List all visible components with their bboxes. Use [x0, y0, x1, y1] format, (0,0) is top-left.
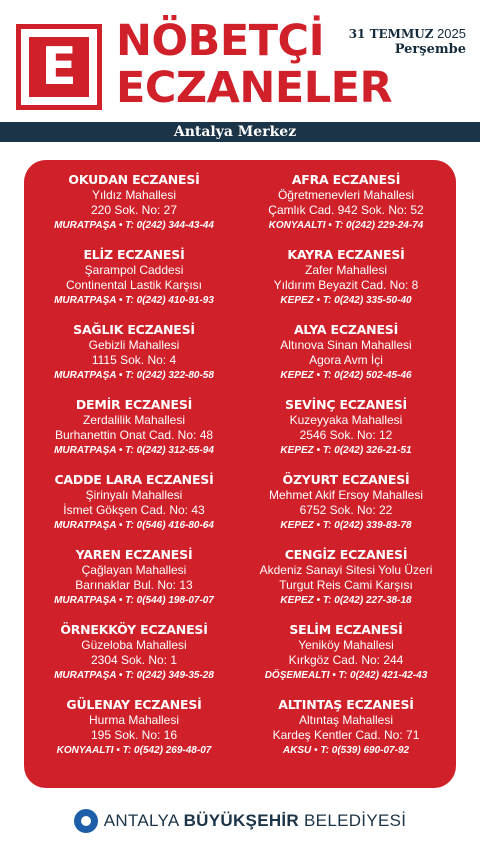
logo-e-box: [16, 24, 102, 110]
pharmacy-name: SAĞLIK ECZANESİ: [73, 322, 195, 337]
pharmacy-entry: [34, 697, 234, 772]
pharmacy-address-line-1: Akdeniz Sanayi Sitesi Yolu Üzeri: [259, 563, 433, 577]
pharmacy-address-line-2: Barınaklar Bul. No: 13: [75, 578, 193, 592]
pharmacy-address-line-2: 2304 Sok. No: 1: [90, 653, 178, 667]
pharmacy-column-left: [34, 172, 234, 772]
pharmacy-contact: DÖŞEMEALTI • T: 0(242) 421-42-43: [264, 670, 428, 681]
pharmacy-address-line-2: 220 Sok. No: 27: [90, 203, 178, 217]
org-part-1: ANTALYA: [103, 811, 179, 830]
date-year: 2025: [437, 26, 466, 41]
pharmacy-address-line-2: Yıldırım Beyazit Cad. No: 8: [273, 278, 419, 292]
org-part-2: BÜYÜKŞEHİR: [183, 811, 300, 830]
pharmacy-address-line-1: Yıldız Mahallesi: [91, 188, 177, 202]
pharmacy-address-line-2: Continental Lastik Karşısı: [65, 278, 203, 292]
pharmacy-address-line-1: Gebizli Mahallesi: [88, 338, 180, 352]
pharmacy-address-line-2: 1115 Sok. No: 4: [91, 353, 177, 367]
date-day: Perşembe: [394, 42, 466, 57]
pharmacy-name: AFRA ECZANESİ: [291, 172, 401, 187]
pharmacy-contact: MURATPAŞA • T: 0(242) 312-55-94: [54, 445, 214, 456]
pharmacy-contact: KEPEZ • T: 0(242) 502-45-46: [280, 370, 412, 381]
pharmacy-contact: MURATPAŞA • T: 0(546) 416-80-64: [54, 520, 214, 531]
pharmacy-contact: MURATPAŞA • T: 0(242) 349-35-28: [54, 670, 214, 681]
pharmacy-address-line-1: Çağlayan Mahallesi: [81, 563, 187, 577]
pharmacy-name: ELİZ ECZANESİ: [83, 247, 185, 262]
pharmacy-entry: [34, 172, 234, 247]
pharmacy-entry: [246, 472, 446, 547]
district-label: Antalya Merkez: [150, 122, 320, 142]
pharmacy-entry: [246, 622, 446, 697]
pharmacy-name: YAREN ECZANESİ: [75, 547, 193, 562]
pharmacy-contact: MURATPAŞA • T: 0(242) 322-80-58: [54, 370, 214, 381]
pharmacy-contact: AKSU • T: 0(539) 690-07-92: [282, 745, 410, 756]
pharmacy-address-line-2: 2546 Sok. No: 12: [299, 428, 393, 442]
pharmacy-entry: [34, 322, 234, 397]
pharmacy-contact: KEPEZ • T: 0(242) 326-21-51: [280, 445, 412, 456]
pharmacy-name: SEVİNÇ ECZANESİ: [285, 397, 407, 412]
pharmacy-name: ÖZYURT ECZANESİ: [282, 472, 410, 487]
pharmacy-address-line-2: 6752 Sok. No: 22: [299, 503, 393, 517]
title-line-1: NÖBETÇİ: [116, 16, 325, 66]
pharmacy-entry: [246, 322, 446, 397]
pharmacy-entry: [34, 472, 234, 547]
pharmacy-contact: KEPEZ • T: 0(242) 335-50-40: [280, 295, 412, 306]
pharmacy-address-line-1: Öğretmenevleri Mahallesi: [277, 188, 415, 202]
pharmacy-address-line-1: Zafer Mahallesi: [304, 263, 388, 277]
org-part-3: BELEDİYESİ: [304, 811, 407, 830]
pharmacy-entry: [246, 172, 446, 247]
pharmacy-name: OKUDAN ECZANESİ: [68, 172, 200, 187]
pharmacy-entry: [34, 547, 234, 622]
pharmacy-address-line-1: Şarampol Caddesi: [84, 263, 184, 277]
pharmacy-entry: [246, 547, 446, 622]
pharmacy-contact: KONYAALTI • T: 0(542) 269-48-07: [56, 745, 212, 756]
pharmacy-panel: [24, 160, 456, 788]
pharmacy-address-line-2: Agora Avm İçi: [309, 353, 383, 367]
pharmacy-contact: MURATPAŞA • T: 0(242) 344-43-44: [54, 220, 214, 231]
pharmacy-address-line-2: Kırkgöz Cad. No: 244: [288, 653, 404, 667]
pharmacy-entry: [34, 397, 234, 472]
pharmacy-contact: MURATPAŞA • T: 0(544) 198-07-07: [54, 595, 214, 606]
pharmacy-contact: KONYAALTI • T: 0(242) 229-24-74: [268, 220, 424, 231]
pharmacy-address-line-2: Burhanettin Onat Cad. No: 48: [54, 428, 214, 442]
pharmacy-entry: [246, 697, 446, 772]
pharmacy-contact: MURATPAŞA • T: 0(242) 410-91-93: [54, 295, 214, 306]
pharmacy-name: ALTINTAŞ ECZANESİ: [278, 697, 414, 712]
logo-e-letter: E: [29, 37, 89, 97]
pharmacy-name: ALYA ECZANESİ: [293, 322, 399, 337]
pharmacy-address-line-1: Mehmet Akif Ersoy Mahallesi: [268, 488, 424, 502]
district-bar: [0, 122, 480, 142]
pharmacy-name: SELİM ECZANESİ: [289, 622, 403, 637]
pharmacy-address-line-2: İsmet Gökşen Cad. No: 43: [63, 503, 205, 517]
pharmacy-address-line-1: Şirinyalı Mahallesi: [85, 488, 183, 502]
pharmacy-name: CADDE LARA ECZANESİ: [54, 472, 214, 487]
pharmacy-entry: [34, 622, 234, 697]
pharmacy-address-line-1: Altınova Sinan Mahallesi: [280, 338, 412, 352]
footer: [0, 804, 480, 838]
pharmacy-entry: [246, 397, 446, 472]
pharmacy-address-line-1: Altıntaş Mahallesi: [298, 713, 394, 727]
pharmacy-contact: KEPEZ • T: 0(242) 339-83-78: [280, 520, 412, 531]
pharmacy-column-right: [246, 172, 446, 772]
pharmacy-name: GÜLENAY ECZANESİ: [66, 697, 202, 712]
pharmacy-address-line-2: 195 Sok. No: 16: [90, 728, 178, 742]
pharmacy-name: DEMİR ECZANESİ: [75, 397, 193, 412]
pharmacy-address-line-1: Kuzeyyaka Mahallesi: [289, 413, 403, 427]
pharmacy-address-line-2: Çamlık Cad. 942 Sok. No: 52: [268, 203, 424, 217]
pharmacy-address-line-2: Turgut Reis Cami Karşısı: [279, 578, 413, 592]
pharmacy-address-line-1: Zerdalilik Mahallesi: [82, 413, 186, 427]
pharmacy-address-line-1: Güzeloba Mahallesi: [81, 638, 187, 652]
pharmacy-contact: KEPEZ • T: 0(242) 227-38-18: [280, 595, 412, 606]
pharmacy-name: KAYRA ECZANESİ: [287, 247, 405, 262]
pharmacy-address-line-2: Kardeş Kentler Cad. No: 71: [272, 728, 420, 742]
pharmacy-name: CENGİZ ECZANESİ: [284, 547, 408, 562]
pharmacy-entry: [246, 247, 446, 322]
date-main: 31 TEMMUZ: [348, 27, 434, 41]
pharmacy-address-line-1: Hurma Mahallesi: [88, 713, 180, 727]
pharmacy-entry: [34, 247, 234, 322]
municipality-name: [104, 811, 407, 831]
municipality-logo-icon: [74, 809, 98, 833]
pharmacy-name: ÖRNEKKÖY ECZANESİ: [60, 622, 208, 637]
title-line-2: ECZANELER: [116, 63, 393, 113]
date-block: [349, 26, 466, 58]
pharmacy-address-line-1: Yeniköy Mahallesi: [298, 638, 394, 652]
